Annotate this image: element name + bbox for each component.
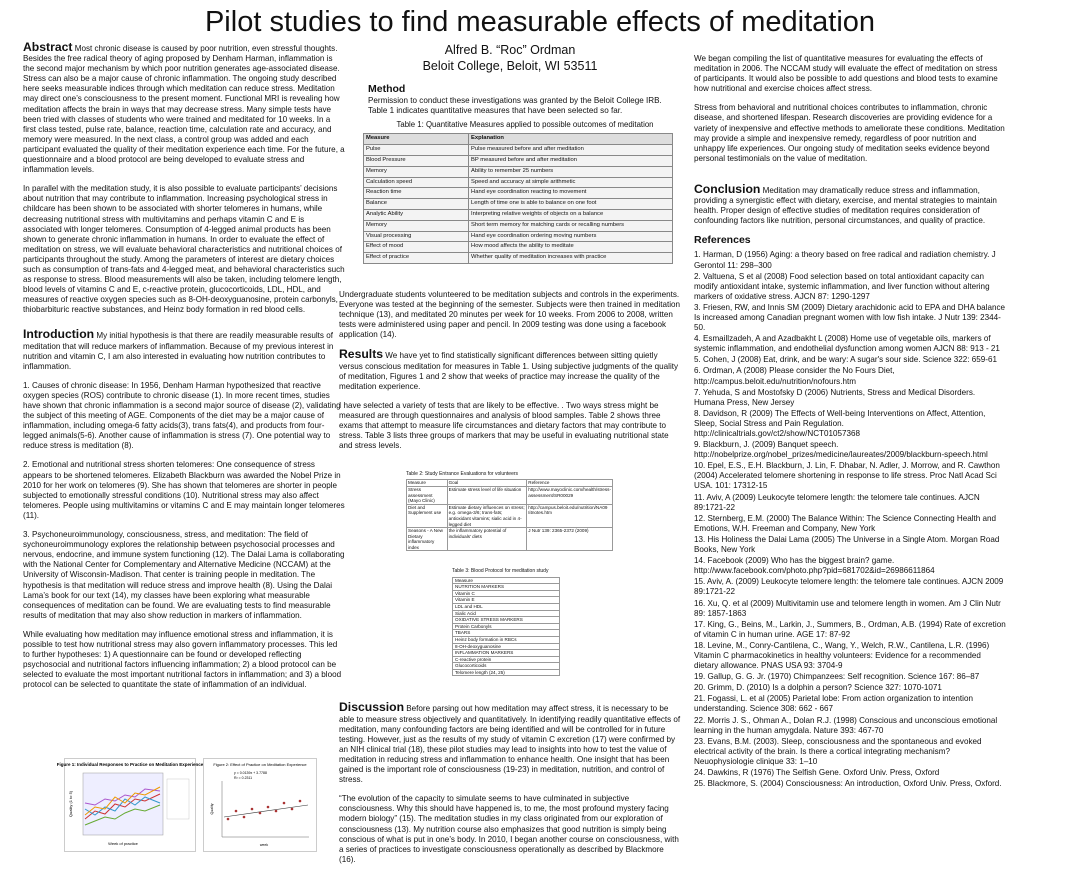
table-1-measure-cell: Effect of practice [364,253,469,264]
table-3-row [453,584,560,591]
poster-title: Pilot studies to find measurable effects of meditation [204,6,876,38]
reference-item: 15. Aviv, A. (2009) Leukocyte telomere length: the telomere tale continues. AJCN 2009 89:1721-22 [694,577,1004,597]
table-1-row [364,209,673,220]
reference-item: 19. Gallup, G. G. Jr. (1970) Chimpanzees: Self recognition. Science 167: 86–87 [694,672,980,682]
abstract-section [23,42,345,175]
reference-item: 4. Esmaillzadeh, A and Azadbakht L (2008) Home use of vegetable oils, markers of systemic inflammation, and endothelial dysfunction among women AJCN 88: 913 - 21 [694,334,1000,354]
figure-2-ylabel: Quality [210,803,214,815]
reference-item: 6. Ordman, A (2008) Please consider the No Fours Diet, http://campus.beloit.edu/nutrition/nofours.htm [694,366,895,386]
abstract-heading: Abstract [23,40,73,54]
table-3-cell: Measure [453,577,560,584]
results-heading: Results [339,347,384,362]
table-1-explanation-cell: Hand eye coordination reacting to movement [469,188,673,199]
table-1-explanation-cell: Interpreting relative weights of objects on a balance [469,209,673,220]
reference-item: 1. Harman, D (1956) Aging: a theory based on free radical and radiation chemistry. J Gerontol 11: 298–300 [694,250,996,270]
conclusion-text: Meditation may dramatically reduce stress and inflammation, providing a synergistic effect with dietary, exercise, and mental strategies to maintain health. Proper design of effective studies of meditation requires consideration of confounding factors like nutrition, personal circumstances, and quality of practice. [694,185,997,226]
method-text: Permission to conduct these investigations was granted by the Beloit College IRB. Table 1 indicates quantitative measures that have been selected so far. [368,96,662,116]
table-2-cell: http://campus.beloit.edu/nutrition/NA09 Iitnotes.htm [527,504,613,527]
table-3-cell: OXIDATIVE STRESS MARKERS [453,617,560,624]
references-heading: References [694,234,751,247]
figure-1-ylabel: Quality (1 to 5) [68,790,73,818]
column-right [694,54,1006,790]
table-3-row [453,610,560,617]
table-3-cell: Glucocorticoids [453,663,560,670]
table-2-cell: Measure [407,480,448,487]
table-3-cell: Sialic Acid [453,610,560,617]
reference-item: 3. Friesen, RW, and Innis SM (2009) Dietary arachidonic acid to EPA and DHA balance Is increased among Canadian pregnant women with low fish intake. J Nutr 139: 2344-50. [694,302,1006,333]
table-1-measure-cell: Effect of mood [364,242,469,253]
reference-item: 23. Evans, B.M. (2003). Sleep, consciousness and the spontaneous and evoked electrical activity of the brain. Is there a cortical integrating mechanism? Neuophysiologie clinique 33: 1–10 [694,736,982,766]
reference-item: 14. Facebook (2009) Who has the biggest brain? game. http://www.facebook.com/photo.php?pid=681702&id=26986611864 [694,556,935,576]
table-1-measure-cell: Visual processing [364,231,469,242]
table-3-cell: Telomere length (24, 25) [453,669,560,676]
table-1 [363,133,673,264]
author-affiliation: Beloit College, Beloit, WI 53511 [422,59,598,73]
reference-item: 18. Levine, M., Conry-Cantilena, C., Wang, Y., Welch, R.W., Cantilena, L.R. (1996) Vitamin C pharmacokinetics in healthy volunteers: Evidence for a recommended dietary allowance. PNAS USA 93: 3704-9 [694,640,990,671]
table-3-cell: Vitamin E [453,597,560,604]
table-1-explanation-cell: Speed and accuracy at simple arithmetic [469,177,673,188]
reference-item: 7. Yehuda, S and Mostofsky D (2006) Nutrients, Stress and Medical Disorders. Humana Press, New Jersey [694,387,976,407]
discussion-p1: Before parsing out how meditation may affect stress, it is necessary to be able to measure stress objectively and quantitatively. In identifying readily quantitative effects of meditation, many confounding factors are being identified and will be controlled for in future testing. However, just as the results of my study of vitamin C excretion (17) were confirmed by an NIH clinical trial (18), these pilot studies may lead to insights into how to test the value of meditation in reducing stress and inflammation to enhance health. One insight that has been gained is the important role of consciousness (19-23) in meditation, nutrition, and control of stress. [339,704,681,785]
table-1-measure-cell: Memory [364,220,469,231]
table-2-row [407,528,613,551]
table-1-explanation-cell: Pulse measured before and after meditation [469,145,673,156]
table-3-row [453,669,560,676]
table-2-block [406,469,616,551]
table-1-measure-cell: Blood Pressure [364,155,469,166]
reference-item: 25. Blackmore, S. (2004) Consciousness: An introduction, Oxford Univ. Press, Oxford. [694,779,1002,789]
table-3-row [453,617,560,624]
table-3-cell: 8-OH-deoxyguanosine [453,643,560,650]
discussion-heading: Discussion [339,700,405,715]
reference-item: 11. Aviv, A (2009) Leukocyte telomere length: the telomere tale continues. AJCN 89:1721-22 [694,492,980,512]
reference-item: 9. Blackburn, J. (2009) Banquet speech. http://nobelprize.org/nobel_prizes/medicine/laureates/2009/blackburn-speech.html [694,440,988,460]
table-3-cell: Vitamin C [453,590,560,597]
right-intro-p1: We began compiling the list of quantitative measures for evaluating the effects of meditation in 2006. The NCCAM study will evaluate the effect of meditation on stress of participants. It would also be possible to add questions and blood tests to examine how nutritional and exercise choices affect stress. [694,54,998,94]
figure-1-xlabel: Week of practice [108,841,138,846]
discussion-p2: “The evolution of the capacity to simulate seems to have culminated in subjective consciousness. Why this should have happened is, to me, the most profound mystery facing modern biology” (15). The meditation studies in my class originated from our exploration of consciousness (13). My nutrition course also emphasizes that good nutrition is simply being conscious of what is put in one’s body. In 2010, I began another course on consciousness, with a series of practices to investigate consciousness operationally as described by Blackmore (16). [339,794,679,864]
reference-item: 8. Davidson, R (2009) The Effects of Well-being Interventions on Affect, Attention, Sleep, Social Stress and Pain Regulation. http://clinicaltrials.gov/ct2/show/NCT01057368 [694,408,986,438]
table-2-cell: Seasons - A New Dietary inflammatory index [407,528,448,551]
table-2-header-row [407,480,613,487]
table-3-row [453,643,560,650]
figure-1-chart [56,759,204,851]
table-1-explanation-cell: How mood affects the ability to meditate [469,242,673,253]
conclusion-heading: Conclusion [694,181,761,196]
introduction-p3: 2. Emotional and nutritional stress shorten telomeres: One consequence of stress appears to be shortened telomeres. Elizabeth Blackburn was awarded the Nobel Prize in 2010 for her work on telomeres (9). She has shown that telomeres are shorter in people subjected to emotionally stressful conditions (10). Nutritional stress may also affect telomeres. People using multivitamins or vitamins C and E may maintain longer telomeres (11). [23,460,345,520]
reference-item: 13. His Holiness the Dalai Lama (2005) The Universe in a Single Atom. Morgan Road Books, New York [694,534,1000,555]
table-1-row [364,199,673,210]
method-heading: Method [368,83,406,95]
table-3-cell: C-reactive protein [453,656,560,663]
table-3-cell: INFLAMMATION MARKERS [453,650,560,657]
introduction-section [23,329,345,371]
table-3 [452,577,560,677]
table-2-cell: http://www.mayoclinic.com/health/stress-assessment/SR00029 [527,486,613,504]
table-1-measure-cell: Measure [364,134,469,145]
table-2-cell: Estimate stress level of life situation [447,486,527,504]
figure-2-chart [204,759,316,851]
table-1-explanation-cell: Hand eye coordination ordering moving numbers [469,231,673,242]
results-p2: I have selected a variety of tests that are likely to be effective. . Two ways stress might be measured are through questionnaires and analysis of blood samples. Table 2 shows three exams that attempt to measure life circumstances and dietary factors that may contribute to stress. Table 3 lists three groups of markers that may be useful in evaluating nutritional state and stress levels. [339,400,669,451]
conclusion-section [694,181,1006,226]
figure-1 [56,758,204,852]
table-1-explanation-cell: Explanation [469,134,673,145]
table-2-row [407,486,613,504]
table-1-row [364,177,673,188]
table-3-row [453,663,560,670]
students-paragraph: Undergraduate students volunteered to be meditation subjects and controls in the experiments. Everyone was tested at the beginning of the semester. Subjects were then trained in meditation technique (13), and meditated 20 minutes per week for 10 weeks. From 2006 to 2008, written tests were administered using paper and pencil. In 2009 testing was done using a facebook application (14). [339,289,681,340]
figure-2 [203,758,317,852]
figure-2-r2: R² = 0.2311 [234,776,253,780]
figure-1-title: Figure 1: Individual Responses to Practice on Meditation Experience [56,762,204,767]
table-3-row [453,650,560,657]
table-1-row [364,231,673,242]
introduction-p4: 3. Psychoneuroimmunology, consciousness, stress, and meditation: The field of sychoneuroimmunology explores the relationship between psychosocial processes and nervous, endocrine, and immune system functioning (12). The Dalai Lama is collaborating with the National Center for Complementary and Alternative Medicine (NCCAM) at the University of Wisconsin-Madison. That center is training people in meditation. The hypothesis is that meditation will reduce stress and improve health (8). Using the Dalai Lama’s book for our text (14), my classes have been exploring what measurable consequences of meditation can be found. We are evaluating tests to find measurable results of meditation that may also show reduction in markers of inflammation. [23,530,345,620]
table-3-row [453,656,560,663]
reference-item: 12. Sternberg, E.M. (2000) The Balance Within: The Science Connecting Health and Emotions, W.H. Freeman and Company, New York [694,513,997,533]
table-3-row [453,636,560,643]
column-middle [339,42,681,874]
results-p1: We have yet to find statistically significant differences between sitting quietly versus conscious meditation for measures in Table 1. Using subjective judgments of the quality of meditation, Figures 1 and 2 show that weeks of practice may increase the quality of the meditation experience. [339,351,679,391]
table-2-cell: Stress assessment (Mayo Clinic) [407,486,448,504]
table-2-caption: Table 2: Study Entrance Evaluations for volunteers [406,471,519,478]
figure-2-title: Figure 2: Effect of Practice on Meditation Experience [213,762,307,767]
table-2 [406,479,613,551]
table-2-row [407,504,613,527]
table-3-row [453,597,560,604]
table-1-row [364,253,673,264]
table-1-row [364,166,673,177]
abstract-p2: In parallel with the meditation study, it is also possible to evaluate participants’ decisions about nutrition that may contribute to inflammation. Increasing psychological stress in childcare has been shown to be associated with shorter telomeres in humans, while decreasing nutritional stress with multivitamins and perhaps vitamin C and E is associated with longer telomeres. Consumption of 4-legged animal products has been shown to generate chronic inflammation in humans. In order to evaluate the effect of meditation on stress, we will evaluate behavioral characteristics and nutritional choices of participants throughout the study. Among the parameters of interest are dietary choices such as consumption of trans-fats and 4-legged meat, and behavioral characteristics such as response to stress. Blood measurements will also be taken, including telomere length, blood levels of vitamins C and E, c-reactive protein, glucocorticoids, LDL, HDL, and measures of reactive oxygen species such as 8-OH-deoxyguanosine, protein carbonyls, thiobarbituric reactive substances, and Heinz body formation in red blood cells. [23,184,345,315]
reference-item: 17. King, G., Beins, M., Larkin, J., Summers, B., Ordman, A.B. (1994) Rate of excretion of vitamin C in human urine. AGE 17: 87-92 [694,619,1006,639]
right-intro-p2: Stress from behavioral and nutritional choices contributes to inflammation, chronic disease, and shortened lifespan. Research discoveries are providing evidence for a variety of inexpensive and effective methods to ameliorate these conditions. Meditation may provide a simple and inexpensive remedy, regardless of poor nutrition and unhappy life experiences. Our ongoing study of meditation seeks evidence beyond personal testimonials on the value of meditation. [694,103,1005,163]
table-1-measure-cell: Reaction time [364,188,469,199]
table-3-cell: TBARS [453,630,560,637]
table-1-caption: Table 1: Quantitative Measures applied to possible outcomes of meditation [396,120,654,130]
table-3-row [453,630,560,637]
table-1-explanation-cell: Length of time one is able to balance on one foot [469,199,673,210]
table-1-explanation-cell: Ability to remember 25 numbers [469,166,673,177]
table-2-cell: Estimate dietary influences on stress; e.g. omega-3/6; trans-fats; antioxidant vitamins; sialic acid in 4-legged diet [447,504,527,527]
table-1-row [364,242,673,253]
table-3-row [453,623,560,630]
figure-2-xlabel: week [259,843,269,847]
table-1-measure-cell: Memory [364,166,469,177]
table-1-header-row [364,134,673,145]
reference-item: 2. Valtuena, S et al (2008) Food selection based on total antioxidant capacity can modify antioxidant intake, systemic inflammation, and liver function without altering markers of oxidative stress. AJCN 87: 1290-1297 [694,271,990,301]
table-3-block [452,566,562,676]
reference-item: 22. Morris J. S., Ohman A., Dolan R.J. (1998) Conscious and unconscious emotional learning in the human amygdala. Nature 393: 467-70 [694,715,998,735]
reference-item: 16. Xu, Q. et al (2009) Multivitamin use and telomere length in women. Am J Clin Nutr 89: 1857-1863 [694,598,1001,618]
reference-item: 5. Cohen, J (2008) Eat, drink, and be wary: A sugar's sour side. Science 322: 659-61 [694,355,997,365]
table-2-cell: the inflammatory potential of individuals' diets [447,528,527,551]
introduction-p2: 1. Causes of chronic disease: In 1956, Denham Harman hypothesized that reactive oxygen species (ROS) contribute to chronic disease (1). In more recent times, studies have shown that chronic inflammation is a second major source of disease (2), validating the subject of this meeting of AGE. Components of the diet may be a major cause of inflammation, including omega-6 fatty acids(3), trans fats(4), and products from four-legged animals(5-6). Another cause of inflammation is stress (7). One potential way to reduce stress is meditation (8). [23,380,341,451]
table-1-measure-cell: Pulse [364,145,469,156]
introduction-p1: My initial hypothesis is that there are readily measurable results of meditation that will reduce markers of inflammation. Because of my previous interest in nutrition and vitamin C, I am also interested in evaluating how nutrition contributes to inflammation. [23,331,334,371]
introduction-p5: While evaluating how meditation may influence emotional stress and inflammation, it is possible to test how nutritional stress may also govern inflammatory processes. This led to further hypotheses: 1) A questionnaire can be found or developed reflecting psychosocial and nutritional factors influencing inflammation; 2) a blood protocol can be selected to evaluate the most important nutritional factors in inflammation; and 3) a blood protocol can be selected to quantitate the state of inflammation of an individual. [23,629,342,690]
introduction-heading: Introduction [23,327,95,342]
table-1-measure-cell: Calculation speed [364,177,469,188]
table-1-measure-cell: Analytic Ability [364,209,469,220]
table-3-caption: Table 3: Blood Protocol for meditation study [452,568,549,575]
method-section [339,84,681,116]
table-3-cell: NUTRITION MARKERS [453,584,560,591]
table-2-cell: Diet and Supplement use [407,504,448,527]
reference-item: 20. Grimm, D. (2010) Is a dolphin a person? Science 327: 1070-1071 [694,683,942,693]
table-2-cell: Goal [447,480,527,487]
table-3-cell: Protein Carbonyls [453,623,560,630]
column-left [23,42,345,699]
table-1-row [364,188,673,199]
reference-item: 10. Epel, E.S., E.H. Blackburn, J. Lin, F. Dhabar, N. Adler, J. Morrow, and R. Cawthon (2004) Accelerated telomere shortening in response to life stress. Proc Natl Acad Sci USA. 101: 17312-15 [694,461,1000,491]
table-1-row [364,145,673,156]
table-2-cell: Reference [527,480,613,487]
reference-item: 21. Fogassi, L. et al (2005) Parietal lobe: From action organization to intention understanding. Science 308: 662 - 667 [694,694,973,714]
reference-item: 24. Dawkins, R (1976) The Selfish Gene. Oxford Univ. Press, Oxford [694,768,940,777]
table-1-explanation-cell: Whether quality of meditation increases with practice [469,253,673,264]
table-1-explanation-cell: BP measured before and after meditation [469,155,673,166]
figure-2-equation: y = 0.0139x + 3.7788 [234,771,267,775]
table-1-explanation-cell: Short term memory for matching cards or recalling numbers [469,220,673,231]
table-1-row [364,155,673,166]
abstract-p1: Most chronic disease is caused by poor nutrition, even stressful thoughts. Besides the free radical theory of aging proposed by Denham Harman, inflammation is the second major mechanism by which poor nutrition generates age-associated disease. Stress can also be a major cause of chronic inflammation. The ongoing study described here seeks measurable indices through which meditation can reduce stress. Meditation may direct one’s consciousness to the present moment. Functional MRI is revealing how meditation affects the brain in ways that may decrease stress. Many simple tests have been tried with classes of students who were trained and meditated for 10 weeks. In a first class tested, pulse rate, balance, reaction time, calculation rate and accuracy, and memory were measured. In the next class, a control group was added and each participant evaluated the quality of their meditation experience each time. For the future, a questionnaire and a blood protocol are being developed to evaluate stress and inflammation levels. [23,44,345,175]
table-3-cell: Heinz body formation in RBCs [453,636,560,643]
table-1-row [364,220,673,231]
author-name: Alfred B. “Roc” Ordman [444,43,576,57]
table-3-cell: LDL and HDL [453,603,560,610]
table-3-row [453,577,560,584]
table-1-measure-cell: Balance [364,199,469,210]
references-list [694,250,1006,789]
discussion-section [339,702,681,785]
table-3-row [453,590,560,597]
results-section [339,349,681,391]
table-3-row [453,603,560,610]
authors-block [339,42,681,74]
table-2-cell: J Nutr 139: 2365-2372 (2009) [527,528,613,551]
